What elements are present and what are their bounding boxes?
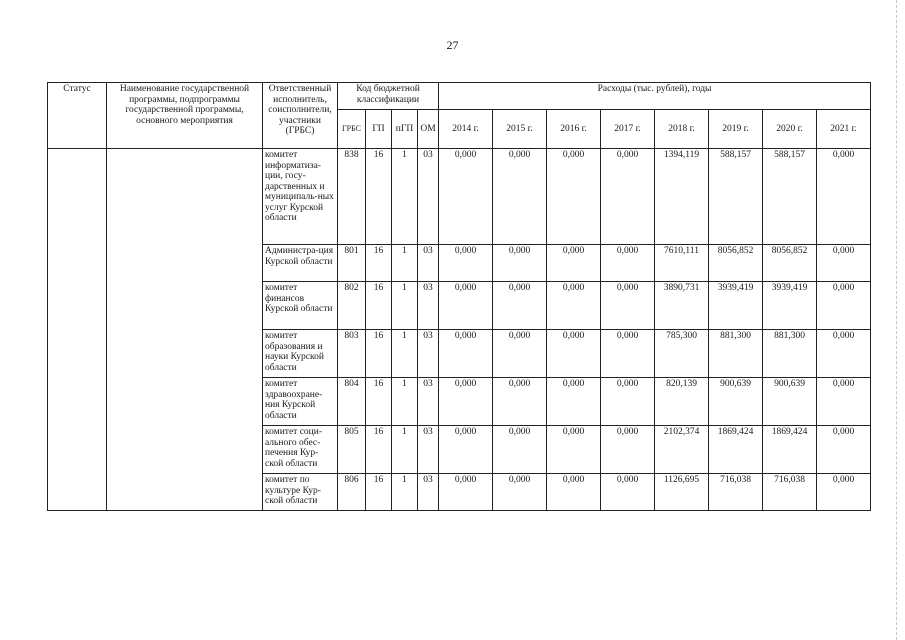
- value-cell: 0,000: [493, 378, 547, 426]
- pgp-cell: 1: [392, 149, 418, 245]
- executor-cell: комитет финансов Курской области: [263, 282, 338, 330]
- value-cell: 0,000: [547, 245, 601, 282]
- header-year: 2018 г.: [655, 110, 709, 149]
- value-cell: 7610,111: [655, 245, 709, 282]
- value-cell: 0,000: [439, 330, 493, 378]
- value-cell: 588,157: [763, 149, 817, 245]
- pgp-cell: 1: [392, 378, 418, 426]
- value-cell: 0,000: [439, 149, 493, 245]
- value-cell: 0,000: [817, 474, 871, 511]
- value-cell: 785,300: [655, 330, 709, 378]
- value-cell: 8056,852: [763, 245, 817, 282]
- value-cell: 0,000: [601, 330, 655, 378]
- header-year: 2019 г.: [709, 110, 763, 149]
- value-cell: 0,000: [439, 378, 493, 426]
- status-cell: [48, 149, 107, 511]
- table-row: [48, 149, 871, 245]
- pgp-cell: 1: [392, 474, 418, 511]
- value-cell: 0,000: [547, 426, 601, 474]
- header-gp: ГП: [366, 110, 392, 149]
- header-name: Наименование государственной программы, подпрограммы государственной программы, основного мероприятия: [107, 83, 263, 149]
- page-edge-divider: [896, 0, 897, 640]
- value-cell: 0,000: [601, 149, 655, 245]
- grbs-cell: 805: [338, 426, 366, 474]
- value-cell: 716,038: [709, 474, 763, 511]
- header-row-top: [48, 83, 871, 110]
- grbs-cell: 838: [338, 149, 366, 245]
- value-cell: 3939,419: [763, 282, 817, 330]
- value-cell: 716,038: [763, 474, 817, 511]
- grbs-cell: 803: [338, 330, 366, 378]
- value-cell: 0,000: [439, 474, 493, 511]
- om-cell: 03: [418, 330, 439, 378]
- budget-table: [47, 82, 871, 511]
- value-cell: 900,639: [763, 378, 817, 426]
- gp-cell: 16: [366, 378, 392, 426]
- grbs-cell: 806: [338, 474, 366, 511]
- value-cell: 0,000: [493, 149, 547, 245]
- value-cell: 0,000: [817, 245, 871, 282]
- gp-cell: 16: [366, 149, 392, 245]
- value-cell: 820,139: [655, 378, 709, 426]
- value-cell: 0,000: [493, 282, 547, 330]
- gp-cell: 16: [366, 282, 392, 330]
- value-cell: 0,000: [817, 330, 871, 378]
- value-cell: 900,639: [709, 378, 763, 426]
- page-number: 27: [446, 38, 459, 52]
- value-cell: 1869,424: [709, 426, 763, 474]
- value-cell: 3939,419: [709, 282, 763, 330]
- value-cell: 1394,119: [655, 149, 709, 245]
- value-cell: 0,000: [493, 474, 547, 511]
- om-cell: 03: [418, 245, 439, 282]
- value-cell: 0,000: [547, 149, 601, 245]
- value-cell: 0,000: [547, 378, 601, 426]
- pgp-cell: 1: [392, 426, 418, 474]
- header-year: 2014 г.: [439, 110, 493, 149]
- value-cell: 0,000: [601, 282, 655, 330]
- om-cell: 03: [418, 426, 439, 474]
- om-cell: 03: [418, 149, 439, 245]
- value-cell: 3890,731: [655, 282, 709, 330]
- executor-cell: комитет соци-ального обес-печения Кур-ской области: [263, 426, 338, 474]
- header-year: 2017 г.: [601, 110, 655, 149]
- value-cell: 1869,424: [763, 426, 817, 474]
- value-cell: 0,000: [817, 149, 871, 245]
- header-om: ОМ: [418, 110, 439, 149]
- executor-cell: комитет информатиза-ции, госу-дарственных и муниципаль-ных услуг Курской области: [263, 149, 338, 245]
- gp-cell: 16: [366, 426, 392, 474]
- executor-cell: Администра-ция Курской области: [263, 245, 338, 282]
- value-cell: 1126,695: [655, 474, 709, 511]
- grbs-cell: 802: [338, 282, 366, 330]
- header-year: 2021 г.: [817, 110, 871, 149]
- value-cell: 0,000: [493, 330, 547, 378]
- value-cell: 0,000: [601, 378, 655, 426]
- executor-cell: комитет образования и науки Курской области: [263, 330, 338, 378]
- value-cell: 0,000: [439, 245, 493, 282]
- grbs-cell: 801: [338, 245, 366, 282]
- header-year: 2020 г.: [763, 110, 817, 149]
- value-cell: 0,000: [547, 474, 601, 511]
- grbs-cell: 804: [338, 378, 366, 426]
- value-cell: 0,000: [817, 282, 871, 330]
- om-cell: 03: [418, 474, 439, 511]
- value-cell: 0,000: [601, 245, 655, 282]
- executor-cell: комитет по культуре Кур-ской области: [263, 474, 338, 511]
- value-cell: 588,157: [709, 149, 763, 245]
- value-cell: 0,000: [547, 330, 601, 378]
- value-cell: 881,300: [709, 330, 763, 378]
- header-status: Статус: [48, 83, 107, 149]
- header-year: 2015 г.: [493, 110, 547, 149]
- value-cell: 0,000: [817, 378, 871, 426]
- program-name-cell: [107, 149, 263, 511]
- value-cell: 2102,374: [655, 426, 709, 474]
- value-cell: 0,000: [601, 474, 655, 511]
- pgp-cell: 1: [392, 330, 418, 378]
- value-cell: 0,000: [493, 245, 547, 282]
- value-cell: 0,000: [547, 282, 601, 330]
- value-cell: 0,000: [439, 282, 493, 330]
- om-cell: 03: [418, 282, 439, 330]
- header-year: 2016 г.: [547, 110, 601, 149]
- gp-cell: 16: [366, 245, 392, 282]
- value-cell: 0,000: [601, 426, 655, 474]
- pgp-cell: 1: [392, 282, 418, 330]
- header-budget-code: Код бюджетной классификации: [338, 83, 439, 110]
- value-cell: 8056,852: [709, 245, 763, 282]
- om-cell: 03: [418, 378, 439, 426]
- gp-cell: 16: [366, 474, 392, 511]
- value-cell: 881,300: [763, 330, 817, 378]
- pgp-cell: 1: [392, 245, 418, 282]
- value-cell: 0,000: [493, 426, 547, 474]
- gp-cell: 16: [366, 330, 392, 378]
- value-cell: 0,000: [439, 426, 493, 474]
- header-executor: Ответственный исполнитель, соисполнители, участники (ГРБС): [263, 83, 338, 149]
- value-cell: 0,000: [817, 426, 871, 474]
- executor-cell: комитет здравоохране-ния Курской области: [263, 378, 338, 426]
- header-expenses: Расходы (тыс. рублей), годы: [439, 83, 871, 110]
- header-pgp: пГП: [392, 110, 418, 149]
- header-grbs: ГРБС: [338, 110, 366, 149]
